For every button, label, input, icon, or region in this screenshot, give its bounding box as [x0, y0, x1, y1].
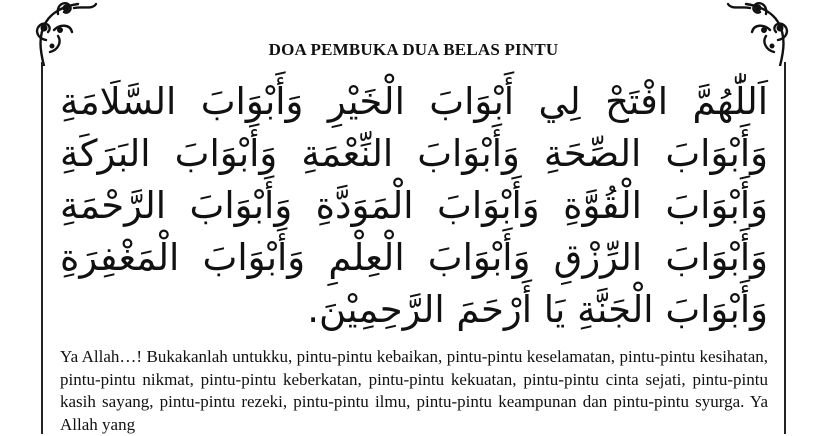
page-title: DOA PEMBUKA DUA BELAS PINTU — [268, 40, 559, 59]
frame-right-border — [784, 62, 786, 434]
arabic-line: وَأَبْوَابَ الصِّحَةِ وَأَبْوَابَ النِّعْمَةِ وَأَبْوَابَ البَرَكَةِ — [60, 132, 768, 175]
arabic-line: وَأَبْوَابَ الْقُوَّةِ وَأَبْوَابَ الْمَوَدَّةِ وَأَبْوَابَ الرَّحْمَةِ — [60, 184, 768, 227]
arabic-line: وَأَبْوَابَ الرِّزْقِ وَأَبْوَابَ الْعِلْمِ وَأَبْوَابَ الْمَغْفِرَةِ — [60, 236, 768, 279]
arabic-prayer-text — [60, 76, 768, 336]
arabic-line: اَللّٰهُمَّ افْتَحْ لِي أَبْوَابَ الْخَيْرِ وَأَبْوَابَ السَّلَامَةِ — [60, 80, 768, 123]
arabic-line: وَأَبْوَابَ الْجَنَّةِ يَا أَرْحَمَ الرَّحِمِيْنَ. — [307, 288, 768, 331]
frame-left-border — [41, 62, 43, 434]
translation-paragraph: Ya Allah…! Bukakanlah untukku, pintu-pintu kebaikan, pintu-pintu keselamatan, pintu-pintu kesihatan, pintu-pintu nikmat, pintu-pintu keberkatan, pintu-pintu kekuatan, pintu-pintu cinta sejati, pintu-pintu kasih sayang, pintu-pintu rezeki, pintu-pintu ilmu, pintu-pintu keampunan dan pintu-pintu syurga. Ya Allah yang — [60, 347, 768, 434]
